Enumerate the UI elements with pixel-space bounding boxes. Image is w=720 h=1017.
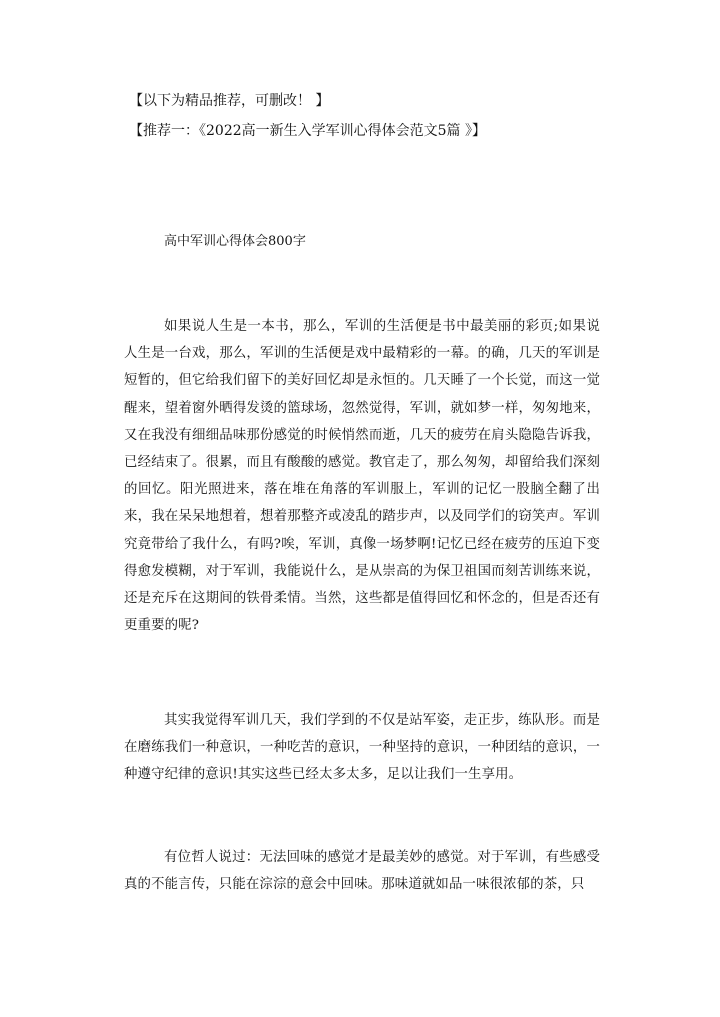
article-title: 高中军训心得体会800字 xyxy=(164,234,306,249)
recommendation-note: 【以下为精品推荐，可删改！ 】 xyxy=(129,93,330,109)
article-paragraph: 如果说人生是一本书，那么，军训的生活便是书中最美丽的彩页;如果说人生是一台戏，那么，军训的生活便是戏中最精彩的一幕。的确，几天的军训是短暂的，但它给我们留下的美好回忆却是永恒的。几天睡了一个长觉，而这一觉醒来，望着窗外晒得发烫的篮球场，忽然觉得，军训，就如梦一样，匆匆地来，又在我没有细细品味那份感觉的时候悄然而逝，几天的疲劳在肩头隐隐告诉我，已经结束了。很累，而且有酸酸的感觉。教官走了，那么匆匆，却留给我们深刻的回忆。阳光照进来，落在堆在角落的军训服上，军训的记忆一股脑全翻了出来，我在呆呆地想着，想着那整齐或凌乱的踏步声，以及同学们的窃笑声。军训究竟带给了我什么，有吗?唉，军训，真像一场梦啊!记忆已经在疲劳的压迫下变得愈发模糊，对于军训，我能说什么，是从崇高的为保卫祖国而刻苦训练来说，还是充斥在这期间的铁骨柔情。当然，这些都是值得回忆和怀念的，但是否还有更重要的呢? xyxy=(124,319,600,634)
article-paragraph: 其实我觉得军训几天，我们学到的不仅是站军姿，走正步，练队形。而是在磨练我们一种意识，一种吃苦的意识，一种坚持的意识，一种团结的意识，一种遵守纪律的意识!其实这些已经太多太多，足以让我们一生享用。 xyxy=(124,713,600,783)
recommendation-title: 【推荐一：《2022高一新生入学军训心得体会范文5篇 》】 xyxy=(129,123,486,139)
article-paragraph: 有位哲人说过：无法回味的感觉才是最美妙的感觉。对于军训，有些感受真的不能言传，只能在淙淙的意会中回味。那味道就如品一味很浓郁的茶，只 xyxy=(124,850,600,893)
